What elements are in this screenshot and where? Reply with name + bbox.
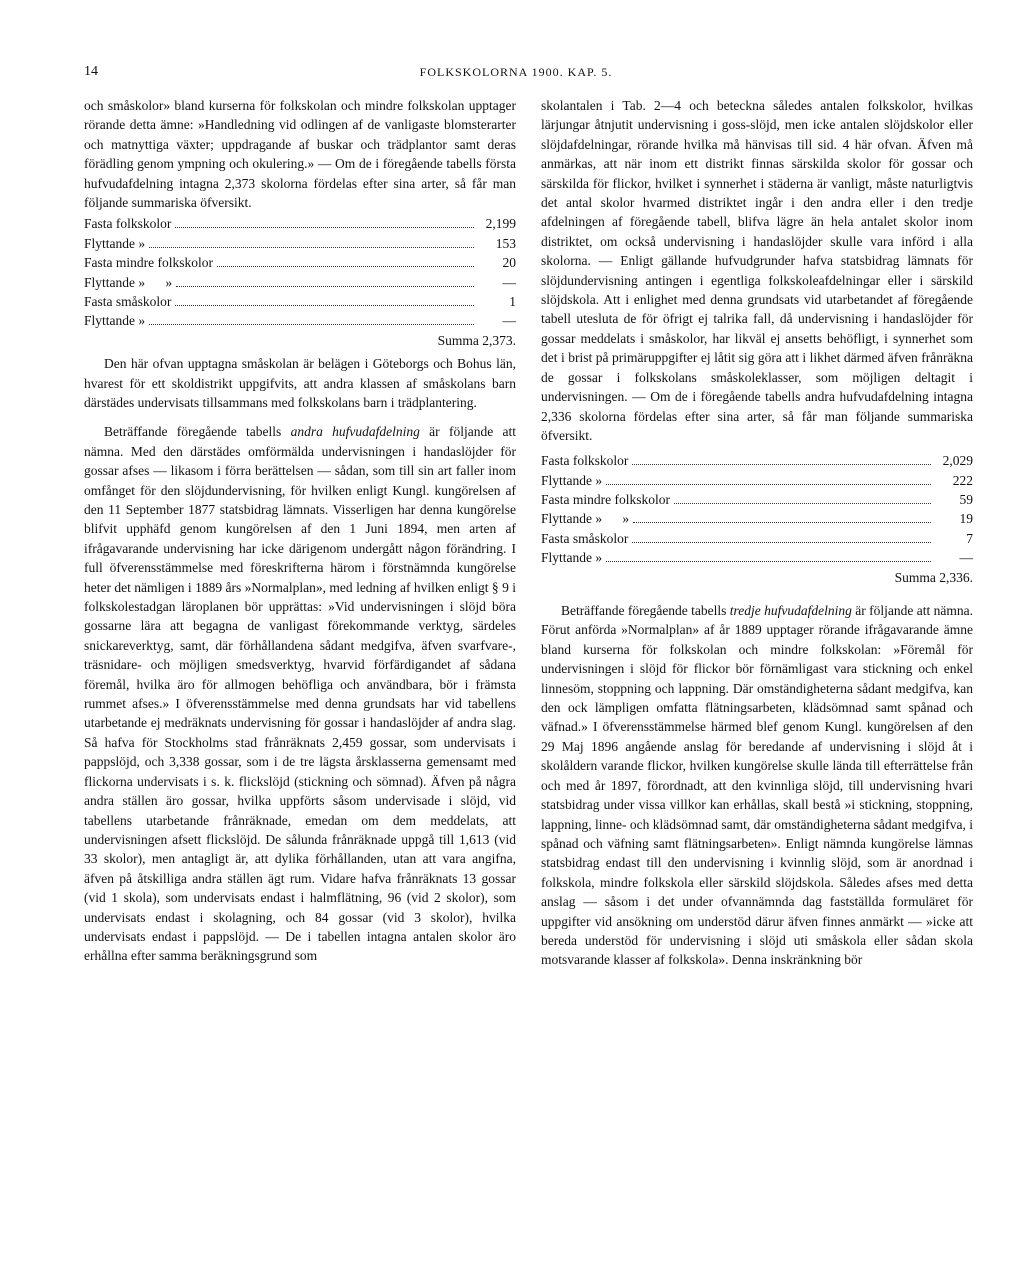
- table-sum: [84, 331, 516, 350]
- row-value: 1: [509, 294, 516, 309]
- table-sum: [541, 568, 973, 587]
- table-row: [541, 509, 973, 528]
- table-row: [541, 548, 973, 567]
- leader-dots: [217, 266, 474, 267]
- table-row: [541, 451, 973, 470]
- row-label: Fasta mindre folkskolor: [84, 255, 213, 271]
- row-label: Fasta folkskolor: [84, 216, 172, 232]
- leader-dots: [175, 305, 474, 306]
- table-row: [541, 490, 973, 509]
- row-label: Flyttande »: [84, 313, 146, 329]
- table-row: [84, 214, 516, 233]
- row-label: Flyttande » »: [84, 274, 173, 290]
- table-row: [541, 471, 973, 490]
- row-label: Fasta folkskolor: [541, 453, 629, 469]
- emphasis: andra hufvudafdelning: [290, 424, 420, 440]
- row-value: —: [502, 274, 516, 290]
- leader-dots: [632, 464, 931, 465]
- row-value: 59: [959, 492, 973, 508]
- leader-dots: [149, 247, 474, 248]
- row-label: Fasta småskolor: [541, 530, 629, 546]
- sum-value: Summa 2,373.: [437, 332, 516, 348]
- page-header: [84, 64, 948, 84]
- running-head: FOLKSKOLORNA 1900. KAP. 5.: [419, 65, 613, 79]
- leader-dots: [606, 484, 931, 485]
- sum-value: Summa 2,336.: [894, 569, 973, 585]
- page-number: 14: [84, 64, 98, 79]
- right-column: [541, 96, 973, 970]
- row-value: 7: [966, 530, 973, 546]
- row-value: 222: [952, 472, 973, 488]
- row-label: Flyttande »: [84, 235, 146, 251]
- row-value: —: [959, 550, 973, 566]
- left-column: [84, 96, 516, 966]
- leader-dots: [176, 286, 474, 287]
- table-row: [84, 234, 516, 253]
- paragraph: Beträffande föregående tabells tredje hufvudafdelning är följande att nämna. Förut anförda »Normalplan» af år 1889 upptager rörande ifrågavarande ämne bland kurserna för folkskolan och mindre folkskolan: »Föremål för undervisningen i slöjd för flickor bör förnämligast vara stickning och enkel linnesöm, stoppning och lappning. Där omständigheterna sådant medgifva, kan den ock lämpligen omfatta flätningsarbeten, klädsömnad samt spånad och väfnad.» I öfverensstämmelse härmed blef genom Kungl. kungörelsen af den 29 Maj 1896 angående anslag för beredande af undervisning i slöjd åt i skolåldern varande flickor, hvilken kungörelse skulle lända till efterrättelse från och med år 1897, förordnadt, att den kvinnliga slöjd, till undervisning hvari statsbidrag under vissa villkor kan erhållas, skall bestå »i stickning, stoppning, lappning, linne- och klädsömnad samt, där omständigheterna sådant medgifva, i spånad och väfning samt flätningsarbeten». Enligt nämnda kungörelse lämnas statsbidrag endast till den undervisning i kvinnlig slöjd, som är anordnad i folkskola, mindre folkskola eller särskild slöjdskola. Således afses med detta anslag — såsom i det under ofvannämnda dag fastställda formuläret för uppgifter vid ansökning om understöd därur äfven finnes anmärkt — »icke att bereda understöd för undervisning i slöjd uti småskola eller sådan skola motsvarande klasser af folkskola». Denna inskränkning bör: [541, 603, 973, 968]
- summary-table: [541, 451, 973, 587]
- table-row: [84, 273, 516, 292]
- table-row: [84, 292, 516, 311]
- table-row: [84, 253, 516, 272]
- row-value: —: [502, 313, 516, 329]
- row-label: Flyttande »: [541, 550, 603, 566]
- row-label: Fasta mindre folkskolor: [541, 492, 670, 508]
- summary-table: [84, 214, 516, 350]
- paragraph: skolantalen i Tab. 2—4 och beteckna således antalen folkskolor, hvilkas lärjungar åtnjutit undervisning i goss-slöjd, men icke antalen slöjdskolor eller slöjdafdelningar, rörande hvilka må hänvisas till sid. 4 här ofvan. Äfven må anmärkas, att när inom ett distrikt finnas särskilda skolor för gossar och särskilda för flickor, hvilket i synnerhet i städerna är vanligt, måste naturligtvis det antal skolor hvarmed distriktet ingår i den andra eller i den tredje afdelningen af föregående tabell, blifva lägre än hela antalet skolor inom distriktet, om också undervisning i handaslöjder skulle vara införd i alla skolorna. — Enligt gällande hufvudgrunder hafva statsbidrag lämnats för slöjdundervisning antingen i egentliga folkskoleafdelningar eller i särskild slöjdskola. Att i enlighet med denna grundsats vid utarbetandet af föregående tabell utesluta de för öfrigt ej talrika fall, då undervisning i handaslöjder för gossar meddelats i småskolor, har likväl ej ansetts behöfligt, i synnerhet som det i brist på primäruppgifter ej låtit sig göra att i likhet därmed äfven frånräkna de gossar i folkskolans småskoleklasser, som möjligen deltagit i undervisningen. — Om de i föregående tabells andra hufvudafdelning intagna 2,336 skolorna fördelas efter sina arter, så får man följande summariska öfversikt.: [541, 98, 973, 443]
- table-row: [84, 311, 516, 330]
- table-row: [541, 529, 973, 548]
- paragraph: Beträffande föregående tabells andra hufvudafdelning är följande att nämna. Med den därstädes omförmälda undervisningen i handaslöjder för gossar afses — likasom i förra berättelsen — sådan, som till sin art faller inom omfånget för den slöjdundervisning, för hvilken enligt Kungl. kungörelsen af den 11 September 1877 statsbidrag lämnats. Visserligen har denna kungörelse blifvit upphäfd genom kungörelsen af den 1 Juni 1894, men arten af ifrågavarande undervisning har icke därigenom undergått någon förändring. I full öfverensstämmelse med föreskrifterna härom i förstnämnda kungörelse heter det nämligen i 1889 års »Normalplan», med ledning af hvilken enligt § 9 i folkskolestadgan läroplanen bör upprättas: »Vid undervisningen i slöjd böra gossarne lära att begagna de vanligast förekommande verktyg, särdeles snickareverktyg, samt, där förhållandena sådant medgifva, äfven svarfvare-, träsnidare- och möjligen smedsverktyg, hvarvid förfärdigandet af sådana föremål, hvilka äro för allmogen behöfliga och användbara, bör i främsta rummet afses.» I öfverensstämmelse med denna grundsats har vid tabellens utarbetande ej medräknats undervisning för gossar i handaslöjder af andra slag. Så hafva för Stockholms stad frånräknats 2,459 gossar, som undervisats i pappslöjd, och 3,338 gossar, som i de tre lägsta årsklasserna gemensamt med flickorna undervisats i s. k. flickslöjd (stickning och sömnad). Äfven på några andra ställen äro gossar, hvilka uppförts såsom undervisade i slöjd, vid tabellens utarbetande frånräknade, emedan om dem meddelats, att undervisningen afsett flickslöjd. De sålunda frånräknade uppgå till 1,613 (vid 33 skolor), men antagligt är, att dylika förhållanden, utan att vara angifna, äfven på åtskilliga andra ställen ägt rum. Vidare hafva frånräknats 13 gossar (vid 1 skola), som undervisats endast i halmflätning, 96 (vid 2 skolor), som undervisats endast i skolagning, och 84 gossar (vid 3 skolor), hvilka undervisats endast i pappslöjd. — De i tabellen intagna antalen skolor äro erhållna efter samma beräkningsgrund som: [84, 424, 516, 964]
- row-label: Flyttande »: [541, 472, 603, 488]
- row-value: 153: [495, 235, 516, 251]
- paragraph: och småskolor» bland kurserna för folkskolan och mindre folkskolan upptager rörande detta ämne: »Handledning vid odlingen af de vanligaste blomsterarter och matnyttiga växter; uppdragande af buskar och trädplantor samt deras förädling genom ympning och okulering.» — Om de i föregående tabells första hufvudafdelning intagna 2,373 skolorna fördelas efter sina arter, så får man följande summariska öfversikt.: [84, 98, 516, 211]
- row-value: 20: [502, 255, 516, 271]
- emphasis: tredje hufvudafdelning: [729, 603, 852, 619]
- row-value: 19: [959, 511, 973, 527]
- leader-dots: [149, 324, 474, 325]
- row-label: Fasta småskolor: [84, 294, 172, 309]
- leader-dots: [633, 522, 931, 523]
- leader-dots: [175, 227, 474, 228]
- row-value: 2,199: [485, 216, 516, 232]
- leader-dots: [632, 542, 931, 543]
- row-value: 2,029: [942, 453, 973, 469]
- leader-dots: [606, 561, 931, 562]
- paragraph: Den här ofvan upptagna småskolan är belägen i Göteborgs och Bohus län, hvarest för ett skoldistrikt uppgifvits, att andra klassen af småskolans barn därstädes undervisats tillsammans med folkskolans barn i trädplantering.: [84, 356, 516, 410]
- row-label: Flyttande » »: [541, 511, 630, 527]
- leader-dots: [674, 503, 931, 504]
